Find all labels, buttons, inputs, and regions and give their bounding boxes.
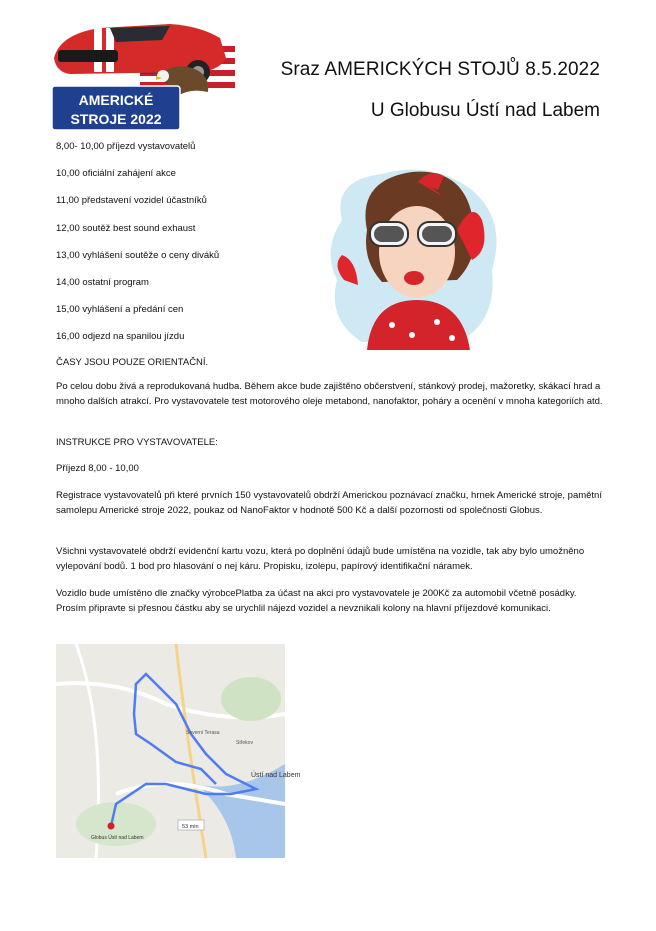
card-paragraph: Všichni vystavovatelé obdrží evidenční kartu vozu, která po doplnění údajů bude umístěna na vozidle, tak aby bylo umožněno vylepování bodů. 1 bod pro hlasování o nej káru. Propisku, izolepu, papírový identifikační náramek. — [56, 546, 585, 572]
pinup-illustration — [322, 160, 507, 350]
map-label-district: Severní Terasa — [186, 730, 220, 736]
schedule-item: 11,00 představení vozidel účastníků — [56, 195, 207, 207]
schedule-item: 13,00 vyhlášení soutěže o ceny diváků — [56, 249, 220, 261]
instructions-heading: INSTRUKCE PRO VYSTAVOVATELE: — [56, 437, 218, 448]
map-label-district: Střekov — [236, 740, 253, 746]
schedule-item: 16,00 odjezd na spanilou jízdu — [56, 331, 185, 343]
route-map — [56, 644, 301, 858]
arrival-text: Příjezd 8,00 - 10,00 — [56, 463, 139, 474]
map-label-destination: Globus Ústí nad Labem — [91, 835, 144, 841]
logo-line1: AMERICKÉ — [78, 92, 154, 108]
schedule-item: 14,00 ostatní program — [56, 276, 149, 288]
page-title: Sraz AMERICKÝCH STOJŮ 8.5.2022 — [280, 59, 600, 80]
schedule-item: 12,00 soutěž best sound exhaust — [56, 222, 196, 234]
schedule-item: 10,00 oficiální zahájení akce — [56, 168, 176, 180]
americke-stroje-logo — [50, 14, 240, 132]
map-label-city: Ústí nad Labem — [251, 772, 301, 779]
destination-marker — [108, 823, 115, 830]
schedule-item: 15,00 vyhlášení a předání cen — [56, 304, 184, 316]
payment-paragraph: Vozidlo bude umístěno dle značky výrobcePlatba za účast na akci pro vystavovatele je 200Kč za automobil včetně posádky. Prosím připravte si přesnou částku aby se urychlil nájezd vozidel a nevznikali kolony na hlavní příjezdové komunikaci. — [56, 588, 577, 614]
note-text: ČASY JSOU POUZE ORIENTAČNÍ. — [56, 357, 209, 368]
program-paragraph: Po celou dobu živá a reprodukovaná hudba. Během akce bude zajištěno občerstvení, stánkový prodej, mažoretky, skákací hrad a mnoho dalších atrakcí. Pro vystavovatele test motorového oleje metabond, nanofaktor, poháry a ocenění v mnoha kategoriích atd. — [56, 381, 603, 407]
page-subtitle: U Globusu Ústí nad Labem — [370, 100, 600, 121]
schedule-list — [56, 141, 316, 359]
schedule-item: 8,00- 10,00 příjezd vystavovatelů — [56, 141, 196, 152]
logo-line2: STROJE 2022 — [70, 111, 162, 127]
registration-paragraph: Registrace vystavovatelů při které prvních 150 vystavovatelů obdrží Americkou poznávací značku, hrnek Americké stroje, pamětní samolepu Americké stroje 2022, poukaz od NanoFaktor v hodnotě 500 Kč a další pozornosti od společnosti Globus. — [56, 490, 602, 516]
map-duration-label: 53 min — [182, 824, 199, 830]
